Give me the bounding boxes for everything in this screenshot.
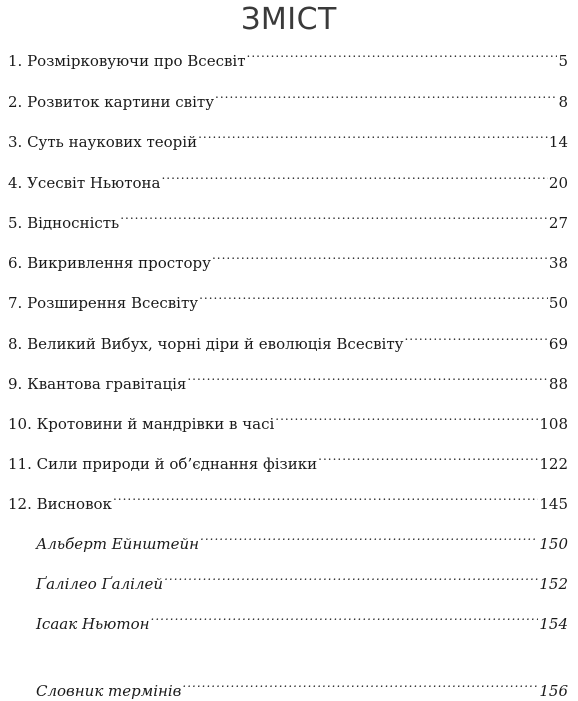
dot-leader bbox=[212, 248, 548, 268]
toc-entry[interactable] bbox=[8, 248, 568, 273]
dot-leader bbox=[120, 208, 548, 228]
toc-entry-label: 5. Відносність bbox=[8, 214, 120, 232]
toc-entry[interactable] bbox=[8, 46, 568, 71]
toc-entry-page: 122 bbox=[539, 455, 568, 473]
dot-leader bbox=[161, 168, 547, 188]
toc-entry-page: 108 bbox=[539, 415, 568, 433]
dot-leader bbox=[404, 329, 547, 349]
toc-entry-page: 145 bbox=[539, 495, 568, 513]
dot-leader bbox=[164, 569, 538, 589]
toc-entry-label: 10. Кротовини й мандрівки в часі bbox=[8, 415, 275, 433]
toc-entry-page: 50 bbox=[548, 294, 568, 312]
toc-entry-page: 152 bbox=[539, 575, 568, 593]
toc-entry[interactable] bbox=[8, 369, 568, 394]
toc-entry[interactable] bbox=[8, 409, 568, 434]
toc-entry-page: 8 bbox=[558, 93, 568, 111]
toc-entry[interactable] bbox=[8, 329, 568, 354]
dot-leader bbox=[187, 369, 548, 389]
toc-subentry[interactable] bbox=[36, 529, 568, 554]
toc-entry[interactable] bbox=[8, 288, 568, 313]
toc-entry[interactable] bbox=[8, 449, 568, 474]
toc-subentry[interactable] bbox=[36, 609, 568, 634]
dot-leader bbox=[275, 409, 538, 429]
page-title: ЗМІСТ bbox=[241, 2, 337, 37]
dot-leader bbox=[182, 676, 538, 696]
toc-entry-label: Словник термінів bbox=[36, 682, 182, 700]
toc-entry-label: 1. Розмірковуючи про Всесвіт bbox=[8, 52, 246, 70]
toc-entry-page: 69 bbox=[548, 335, 568, 353]
dot-leader bbox=[318, 449, 538, 469]
toc-entry[interactable] bbox=[8, 489, 568, 514]
toc-entry[interactable] bbox=[8, 87, 568, 112]
dot-leader bbox=[247, 46, 558, 66]
dot-leader bbox=[199, 288, 548, 308]
toc-entry[interactable] bbox=[8, 208, 568, 233]
dot-leader bbox=[113, 489, 538, 509]
toc-entry-label: 3. Суть наукових теорій bbox=[8, 133, 198, 151]
toc-entry-label: 4. Усесвіт Ньютона bbox=[8, 174, 161, 192]
toc-entry-page: 150 bbox=[539, 535, 568, 553]
toc-subentry[interactable] bbox=[36, 569, 568, 594]
toc-entry-label: 11. Сили природи й об’єднання фізики bbox=[8, 455, 318, 473]
toc-entry-label: Ісаак Ньютон bbox=[36, 615, 150, 633]
toc-entry[interactable] bbox=[8, 127, 568, 152]
toc-entry-label: Ґалілео Ґалілей bbox=[36, 575, 164, 593]
dot-leader bbox=[200, 529, 538, 549]
toc-entry-label: 8. Великий Вибух, чорні діри й еволюція Всесвіту bbox=[8, 335, 404, 353]
toc-entry[interactable] bbox=[8, 168, 568, 193]
toc-entry-page: 156 bbox=[539, 682, 568, 700]
dot-leader bbox=[215, 87, 557, 107]
toc-entry-label: 12. Висновок bbox=[8, 495, 112, 513]
toc-entry-label: 2. Розвиток картини світу bbox=[8, 93, 215, 111]
toc-entry-page: 88 bbox=[548, 375, 568, 393]
toc-entry-label: 7. Розширення Всесвіту bbox=[8, 294, 199, 312]
toc-entry-page: 14 bbox=[548, 133, 568, 151]
dot-leader bbox=[151, 609, 539, 629]
toc-entry-page: 38 bbox=[548, 254, 568, 272]
toc-entry-label: Альберт Ейнштейн bbox=[36, 535, 200, 553]
toc-subentry[interactable] bbox=[36, 676, 568, 701]
toc-entry-label: 9. Квантова гравітація bbox=[8, 375, 187, 393]
toc-entry-label: 6. Викривлення простору bbox=[8, 254, 211, 272]
dot-leader bbox=[198, 127, 548, 147]
toc-entry-page: 5 bbox=[558, 52, 568, 70]
toc-entry-page: 27 bbox=[548, 214, 568, 232]
toc-entry-page: 154 bbox=[539, 615, 568, 633]
toc-entry-page: 20 bbox=[548, 174, 568, 192]
